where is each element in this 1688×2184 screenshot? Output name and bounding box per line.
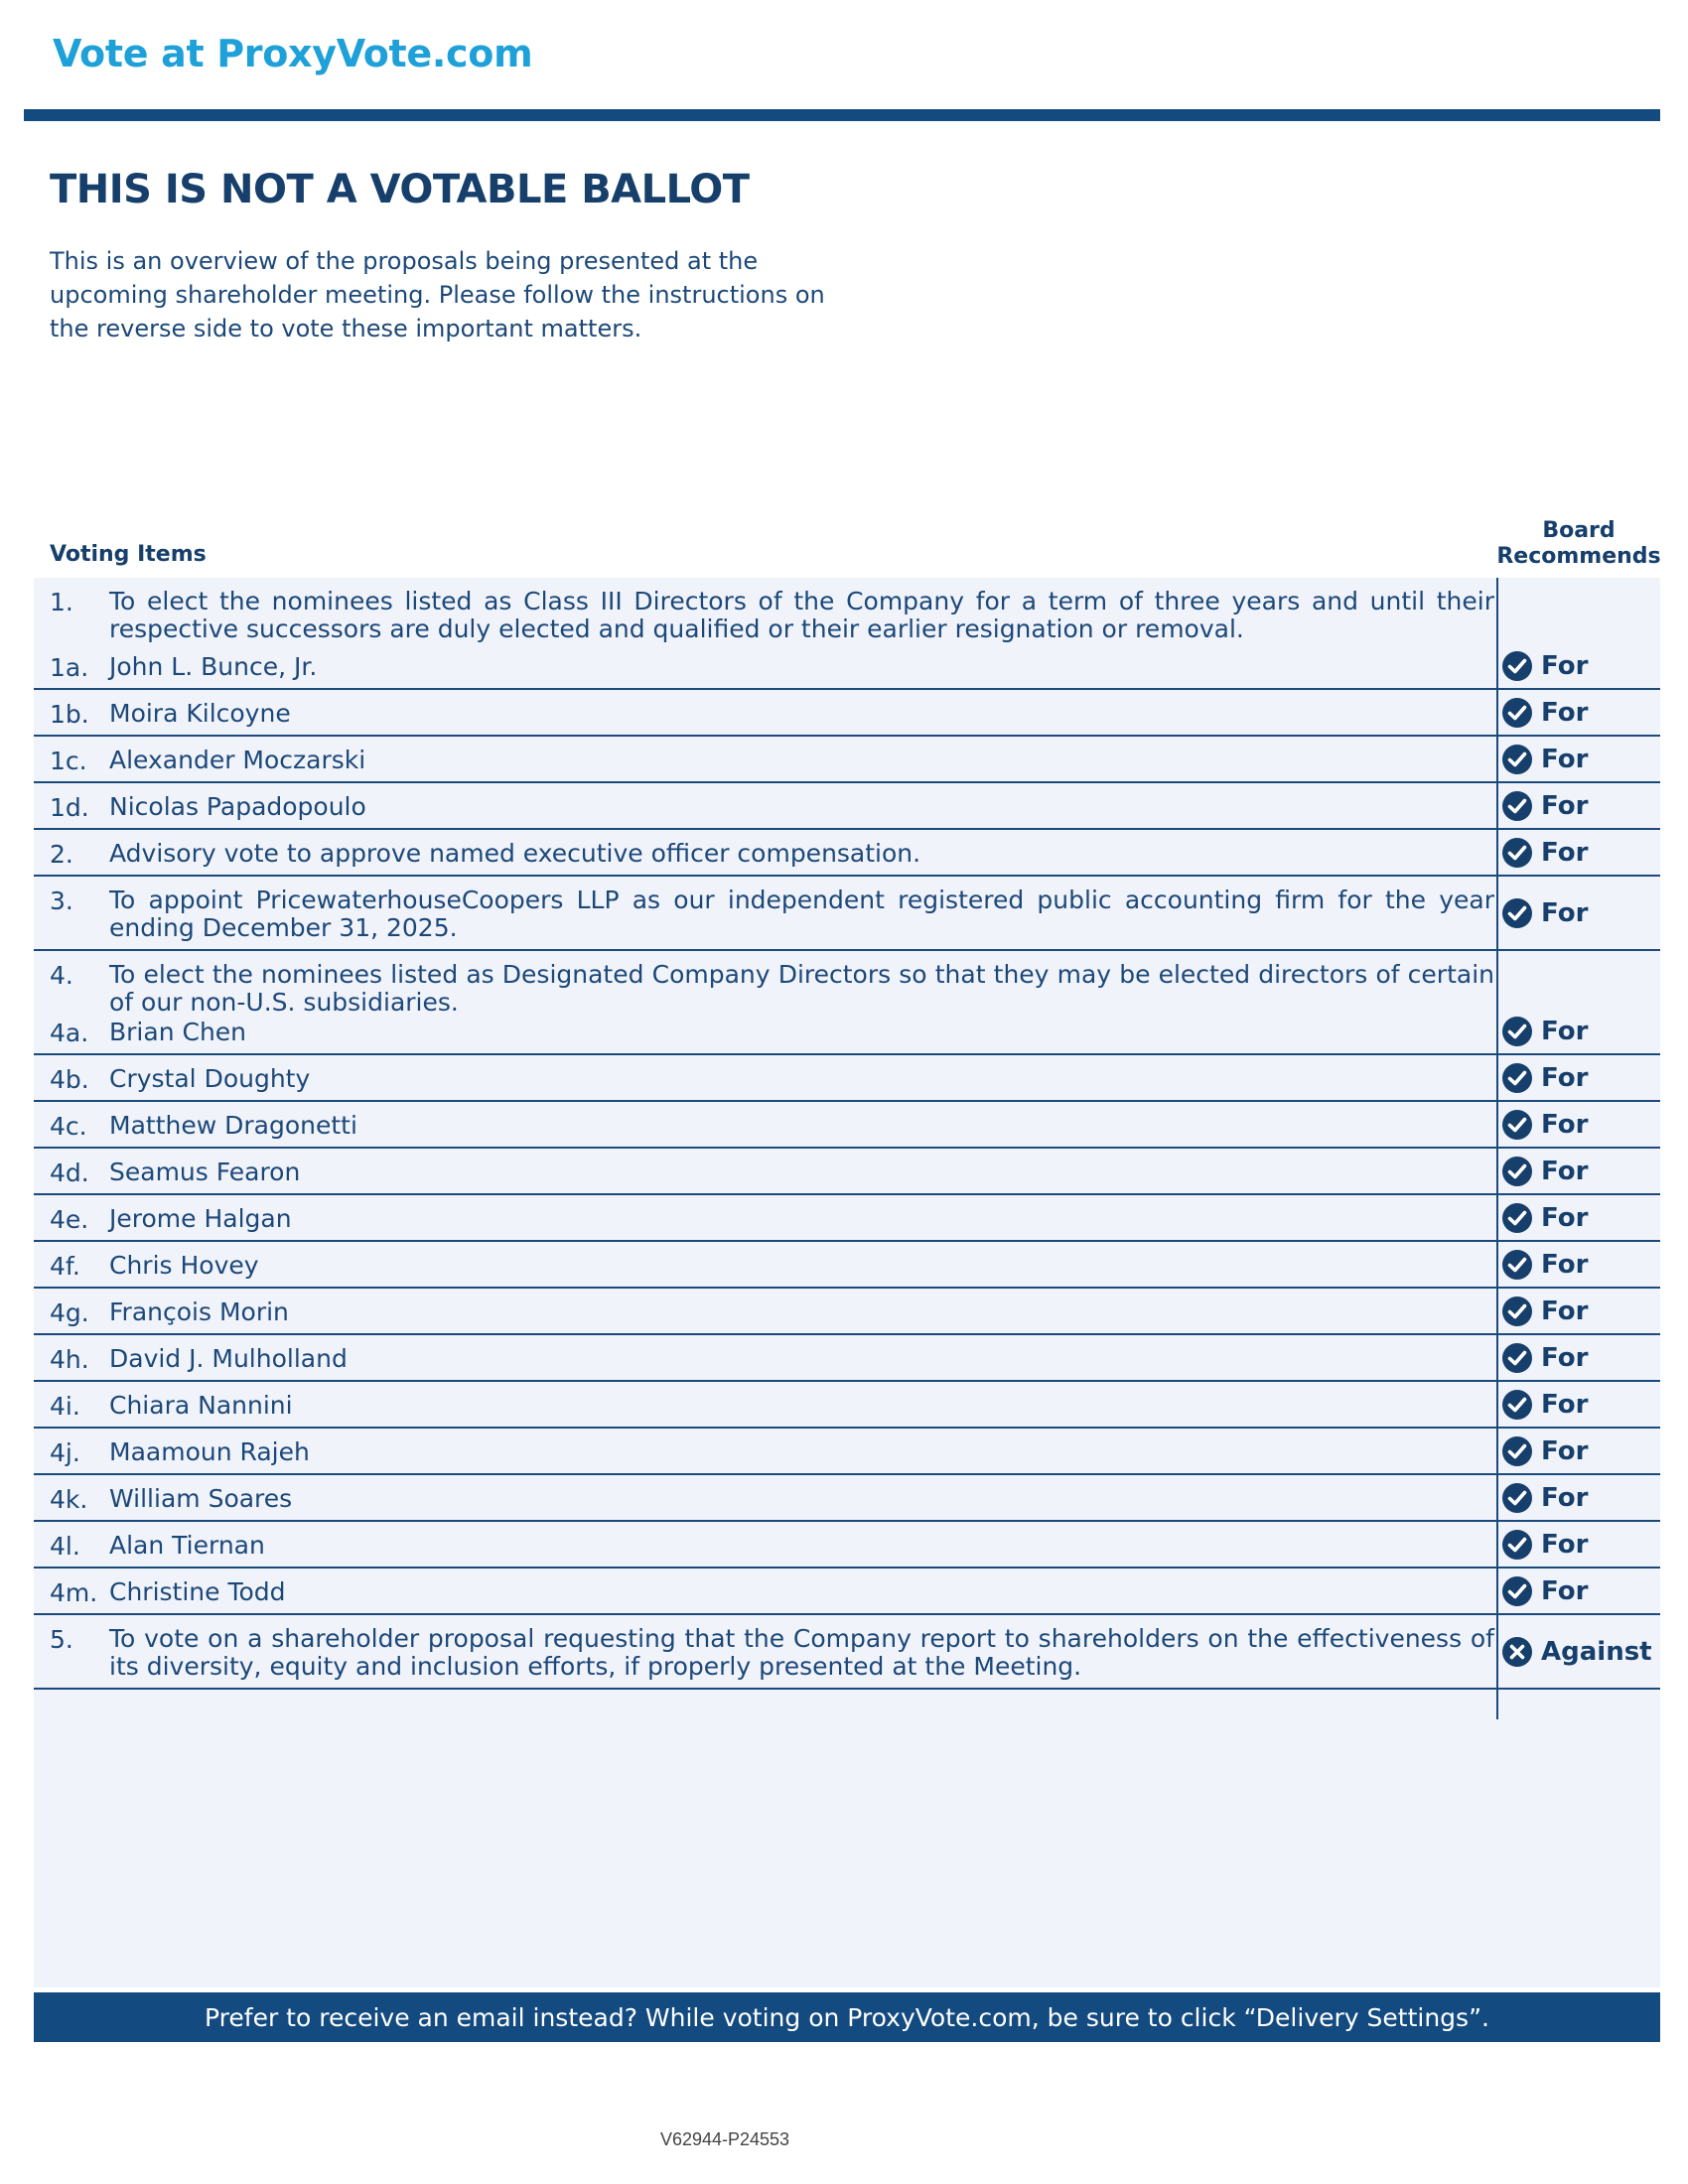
item-number: 4b.: [50, 1065, 89, 1094]
check-circle-icon: [1501, 1249, 1533, 1281]
item-number: 4m.: [50, 1578, 98, 1607]
board-recommendation: [1501, 1475, 1588, 1520]
item-text: Advisory vote to approve named executive officer compensation.: [109, 839, 921, 868]
board-recommendation: [1501, 783, 1588, 828]
check-circle-icon: [1501, 1202, 1533, 1234]
check-circle-icon: [1501, 1016, 1533, 1047]
item-text: Jerome Halgan: [109, 1204, 292, 1233]
voting-items-table: [34, 578, 1660, 1690]
check-circle-icon: [1501, 1342, 1533, 1374]
check-circle-icon: [1501, 1529, 1533, 1561]
check-circle-icon: [1501, 1156, 1533, 1187]
board-recommendation: [1501, 830, 1588, 875]
ballot-row: [34, 1149, 1660, 1195]
item-number: 4a.: [50, 1019, 89, 1047]
check-circle-icon: [1501, 697, 1533, 729]
item-number: 4.: [50, 961, 73, 990]
ballot-row: [34, 1475, 1660, 1522]
board-recommendation: [1501, 1335, 1588, 1380]
check-circle-icon: [1501, 1062, 1533, 1094]
item-text: Chris Hovey: [109, 1251, 259, 1280]
board-recommendation: [1501, 877, 1588, 949]
recommendation-label: Against: [1541, 1636, 1652, 1667]
ballot-row: [34, 1289, 1660, 1335]
recommendation-label: For: [1541, 1575, 1589, 1606]
item-text: François Morin: [109, 1297, 289, 1326]
recommendation-label: For: [1541, 1482, 1589, 1513]
board-recommendation: [1501, 643, 1588, 688]
recommendation-label: For: [1541, 697, 1589, 728]
board-recommendation: [1501, 690, 1588, 735]
item-number: 1d.: [50, 793, 89, 822]
board-recommendation: [1501, 1569, 1588, 1613]
item-number: 4g.: [50, 1298, 89, 1327]
recommendation-label: For: [1541, 1435, 1589, 1466]
item-number: 3.: [50, 887, 73, 915]
board-recommendation: [1501, 1429, 1588, 1473]
item-text: Christine Todd: [109, 1577, 286, 1606]
page-title: THIS IS NOT A VOTABLE BALLOT: [50, 167, 750, 212]
board-recommendation: [1501, 1102, 1588, 1147]
board-recommendation: [1501, 1615, 1652, 1688]
recommendation-label: For: [1541, 744, 1589, 774]
x-circle-icon: [1501, 1636, 1533, 1668]
ballot-row: [34, 1522, 1660, 1569]
recommendation-label: For: [1541, 897, 1589, 928]
document-code: V62944-P24553: [659, 2129, 790, 2149]
board-recommendation: [1501, 1242, 1588, 1287]
item-number: 4k.: [50, 1485, 88, 1514]
intro-text: This is an overview of the proposals being presented at the upcoming shareholder meeting. Please follow the instructions on the reverse side to vote these important matters.: [50, 247, 825, 342]
check-circle-icon: [1501, 837, 1533, 869]
item-text: Crystal Doughty: [109, 1064, 311, 1093]
ballot-row: [34, 877, 1660, 951]
ballot-row: [34, 1055, 1660, 1102]
column-header-board-recommends: [1489, 518, 1668, 570]
item-text: Alan Tiernan: [109, 1531, 265, 1560]
item-text: Brian Chen: [109, 1018, 247, 1046]
item-number: 4h.: [50, 1345, 89, 1374]
recommendation-label: For: [1541, 790, 1589, 821]
brand-title: Vote at ProxyVote.com: [53, 32, 533, 75]
check-circle-icon: [1501, 744, 1533, 775]
item-number: 1.: [50, 588, 73, 616]
item-text: David J. Mulholland: [109, 1344, 348, 1373]
ballot-row: [34, 643, 1660, 690]
item-text: Maamoun Rajeh: [109, 1437, 310, 1466]
check-circle-icon: [1501, 650, 1533, 682]
ballot-row: [34, 1242, 1660, 1289]
recommendation-label: For: [1541, 1016, 1589, 1046]
check-circle-icon: [1501, 897, 1533, 929]
board-recommendation: [1501, 737, 1588, 781]
recommendation-label: For: [1541, 1202, 1589, 1233]
item-text: Alexander Moczarski: [109, 746, 366, 774]
ballot-row: [34, 783, 1660, 830]
ballot-row: [34, 1382, 1660, 1429]
item-number: 1b.: [50, 700, 89, 729]
ballot-row: [34, 830, 1660, 877]
item-text: To appoint PricewaterhouseCoopers LLP as our independent registered public accounting firm for the year ending December 31, 2025.: [109, 886, 1494, 942]
recommendation-label: For: [1541, 1529, 1589, 1560]
check-circle-icon: [1501, 1389, 1533, 1421]
recommendation-label: For: [1541, 837, 1589, 868]
ballot-row: [34, 1195, 1660, 1242]
board-recommendation: [1501, 1149, 1588, 1193]
item-text: Nicolas Papadopoulo: [109, 792, 366, 821]
item-text: To elect the nominees listed as Class III Directors of the Company for a term of three years and until their respective successors are duly elected and qualified or their earlier resignation or removal.: [109, 587, 1494, 643]
item-number: 4d.: [50, 1159, 89, 1187]
board-recommendation: [1501, 1382, 1588, 1427]
ballot-row: [34, 1102, 1660, 1149]
item-number: 4j.: [50, 1438, 80, 1467]
ballot-row: [34, 951, 1660, 1017]
check-circle-icon: [1501, 1435, 1533, 1467]
item-number: 4i.: [50, 1392, 80, 1421]
item-number: 5.: [50, 1625, 73, 1654]
board-recommendation: [1501, 1289, 1588, 1333]
header-rule: [24, 109, 1660, 121]
column-header-rec-line1: Board: [1542, 518, 1616, 543]
item-text: Chiara Nannini: [109, 1391, 293, 1420]
ballot-row: [34, 690, 1660, 737]
board-recommendation: [1501, 1009, 1588, 1053]
item-text: To vote on a shareholder proposal requesting that the Company report to shareholders on the effectiveness of its diversity, equity and inclusion efforts, if properly presented at the Meeting.: [109, 1624, 1494, 1681]
ballot-row: [34, 1009, 1660, 1055]
ballot-row: [34, 737, 1660, 783]
item-number: 4l.: [50, 1532, 80, 1561]
board-recommendation: [1501, 1522, 1588, 1567]
check-circle-icon: [1501, 1109, 1533, 1141]
column-header-rec-line2: Recommends: [1496, 544, 1661, 569]
ballot-row: [34, 1335, 1660, 1382]
item-number: 1c.: [50, 747, 87, 775]
recommendation-label: For: [1541, 1342, 1589, 1373]
item-text: Moira Kilcoyne: [109, 699, 291, 728]
item-text: Seamus Fearon: [109, 1158, 301, 1186]
check-circle-icon: [1501, 1296, 1533, 1327]
item-text: John L. Bunce, Jr.: [109, 652, 318, 681]
ballot-row: [34, 1569, 1660, 1615]
board-recommendation: [1501, 1055, 1588, 1100]
recommendation-label: For: [1541, 1109, 1589, 1140]
recommendation-label: For: [1541, 1249, 1589, 1280]
item-text: Matthew Dragonetti: [109, 1111, 357, 1140]
item-number: 4c.: [50, 1112, 87, 1141]
item-text: William Soares: [109, 1484, 293, 1513]
ballot-row: [34, 1429, 1660, 1475]
recommendation-label: For: [1541, 1296, 1589, 1326]
recommendation-label: For: [1541, 650, 1589, 681]
recommendation-label: For: [1541, 1062, 1589, 1093]
check-circle-icon: [1501, 1575, 1533, 1607]
check-circle-icon: [1501, 1482, 1533, 1514]
item-number: 1a.: [50, 653, 89, 682]
board-recommendation: [1501, 1195, 1588, 1240]
item-text: To elect the nominees listed as Designated Company Directors so that they may be elected directors of certain of our non-U.S. subsidiaries.: [109, 960, 1494, 1017]
item-number: 4f.: [50, 1252, 80, 1281]
ballot-row: [34, 1615, 1660, 1690]
item-number: 4e.: [50, 1205, 89, 1234]
recommendation-label: For: [1541, 1389, 1589, 1420]
item-number: 2.: [50, 840, 73, 869]
recommendation-label: For: [1541, 1156, 1589, 1186]
check-circle-icon: [1501, 790, 1533, 822]
delivery-settings-banner: Prefer to receive an email instead? While voting on ProxyVote.com, be sure to click “Delivery Settings”.: [34, 1992, 1660, 2042]
ballot-row: [34, 578, 1660, 643]
column-header-voting-items: Voting Items: [50, 542, 207, 567]
